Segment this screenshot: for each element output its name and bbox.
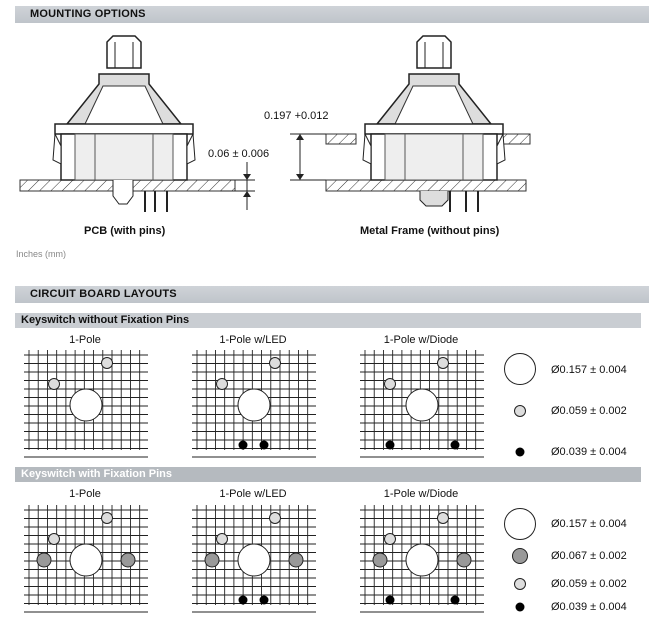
- legend-large-hole-icon: [503, 352, 537, 386]
- legend-light-hole: Ø0.059 ± 0.002: [551, 578, 627, 590]
- switch-center-hole: [70, 389, 102, 421]
- fixation-pin-hole: [37, 553, 51, 567]
- metal-frame-caption: Metal Frame (without pins): [360, 225, 500, 237]
- switch-pin-hole: [270, 358, 281, 369]
- legend-pin: Ø0.039 ± 0.004: [551, 446, 627, 458]
- switch-pin-hole: [270, 513, 281, 524]
- diode-pin: [451, 596, 460, 605]
- layout-grid-led-fixation: [192, 505, 316, 605]
- switch-pin-hole: [102, 513, 113, 524]
- switch-pin-hole: [49, 534, 60, 545]
- layout-grid-led: [192, 350, 316, 450]
- legend-large-hole-icon: [503, 507, 537, 541]
- switch-pin-hole: [438, 358, 449, 369]
- fixation-pin-hole: [373, 553, 387, 567]
- diode-pin: [451, 441, 460, 450]
- legend-pin-icon: [514, 601, 526, 613]
- grid-label-diode: 1-Pole w/Diode: [383, 488, 459, 500]
- section-title: MOUNTING OPTIONS: [30, 8, 146, 20]
- led-pin: [260, 596, 269, 605]
- switch-pin-hole: [385, 534, 396, 545]
- subheader-title: Keyswitch without Fixation Pins: [21, 314, 190, 326]
- switch-pin-hole: [385, 379, 396, 390]
- switch-pin-hole: [217, 534, 228, 545]
- subheader-without-fixation: [15, 313, 641, 328]
- legend-large-hole: Ø0.157 ± 0.004: [551, 518, 627, 530]
- section-title: CIRCUIT BOARD LAYOUTS: [30, 288, 177, 300]
- legend-light-hole-icon: [513, 577, 527, 591]
- frame-height-dimension: 0.197 +0.012: [264, 110, 329, 122]
- switch-pin-hole: [217, 379, 228, 390]
- switch-center-hole: [238, 544, 270, 576]
- led-pin: [260, 441, 269, 450]
- legend-gray-hole-icon: [511, 547, 529, 565]
- fixation-pin-hole: [457, 553, 471, 567]
- section-header-layouts: [15, 286, 649, 303]
- led-pin: [239, 596, 248, 605]
- pcb-caption: PCB (with pins): [84, 225, 166, 237]
- grid-label-1-pole: 1-Pole: [69, 334, 101, 346]
- switch-center-hole: [238, 389, 270, 421]
- subheader-with-fixation: [15, 467, 641, 482]
- pcb-thickness-dimension: 0.06 ± 0.006: [208, 148, 270, 160]
- diode-pin: [386, 596, 395, 605]
- grid-label-led: 1-Pole w/LED: [219, 334, 287, 346]
- switch-pin-hole: [49, 379, 60, 390]
- layout-grid-1-pole-fixation: [24, 505, 148, 605]
- grid-label-1-pole: 1-Pole: [69, 488, 101, 500]
- legend-large-hole: Ø0.157 ± 0.004: [551, 364, 627, 376]
- layout-grid-1-pole: [24, 350, 148, 450]
- legend-gray-hole: Ø0.067 ± 0.002: [551, 550, 627, 562]
- fixation-pin-hole: [121, 553, 135, 567]
- grid-label-diode: 1-Pole w/Diode: [383, 334, 459, 346]
- legend-pin: Ø0.039 ± 0.004: [551, 601, 627, 613]
- diode-pin: [386, 441, 395, 450]
- switch-pin-hole: [102, 358, 113, 369]
- fixation-pin-hole: [289, 553, 303, 567]
- switch-center-hole: [406, 544, 438, 576]
- units-note: Inches (mm): [16, 249, 67, 259]
- fixation-pin-hole: [205, 553, 219, 567]
- led-pin: [239, 441, 248, 450]
- legend-light-hole: Ø0.059 ± 0.002: [551, 405, 627, 417]
- metal-frame-switch-diagram: [290, 34, 550, 214]
- subheader-title: Keyswitch with Fixation Pins: [21, 468, 172, 480]
- switch-center-hole: [70, 544, 102, 576]
- section-header-mounting: [15, 6, 649, 23]
- legend-pin-icon: [514, 446, 526, 458]
- grid-label-led: 1-Pole w/LED: [219, 488, 287, 500]
- pcb-switch-diagram: [15, 34, 275, 214]
- switch-pin-hole: [438, 513, 449, 524]
- layout-grid-diode: [360, 350, 484, 450]
- layout-grid-diode-fixation: [360, 505, 484, 605]
- legend-light-hole-icon: [513, 404, 527, 418]
- switch-center-hole: [406, 389, 438, 421]
